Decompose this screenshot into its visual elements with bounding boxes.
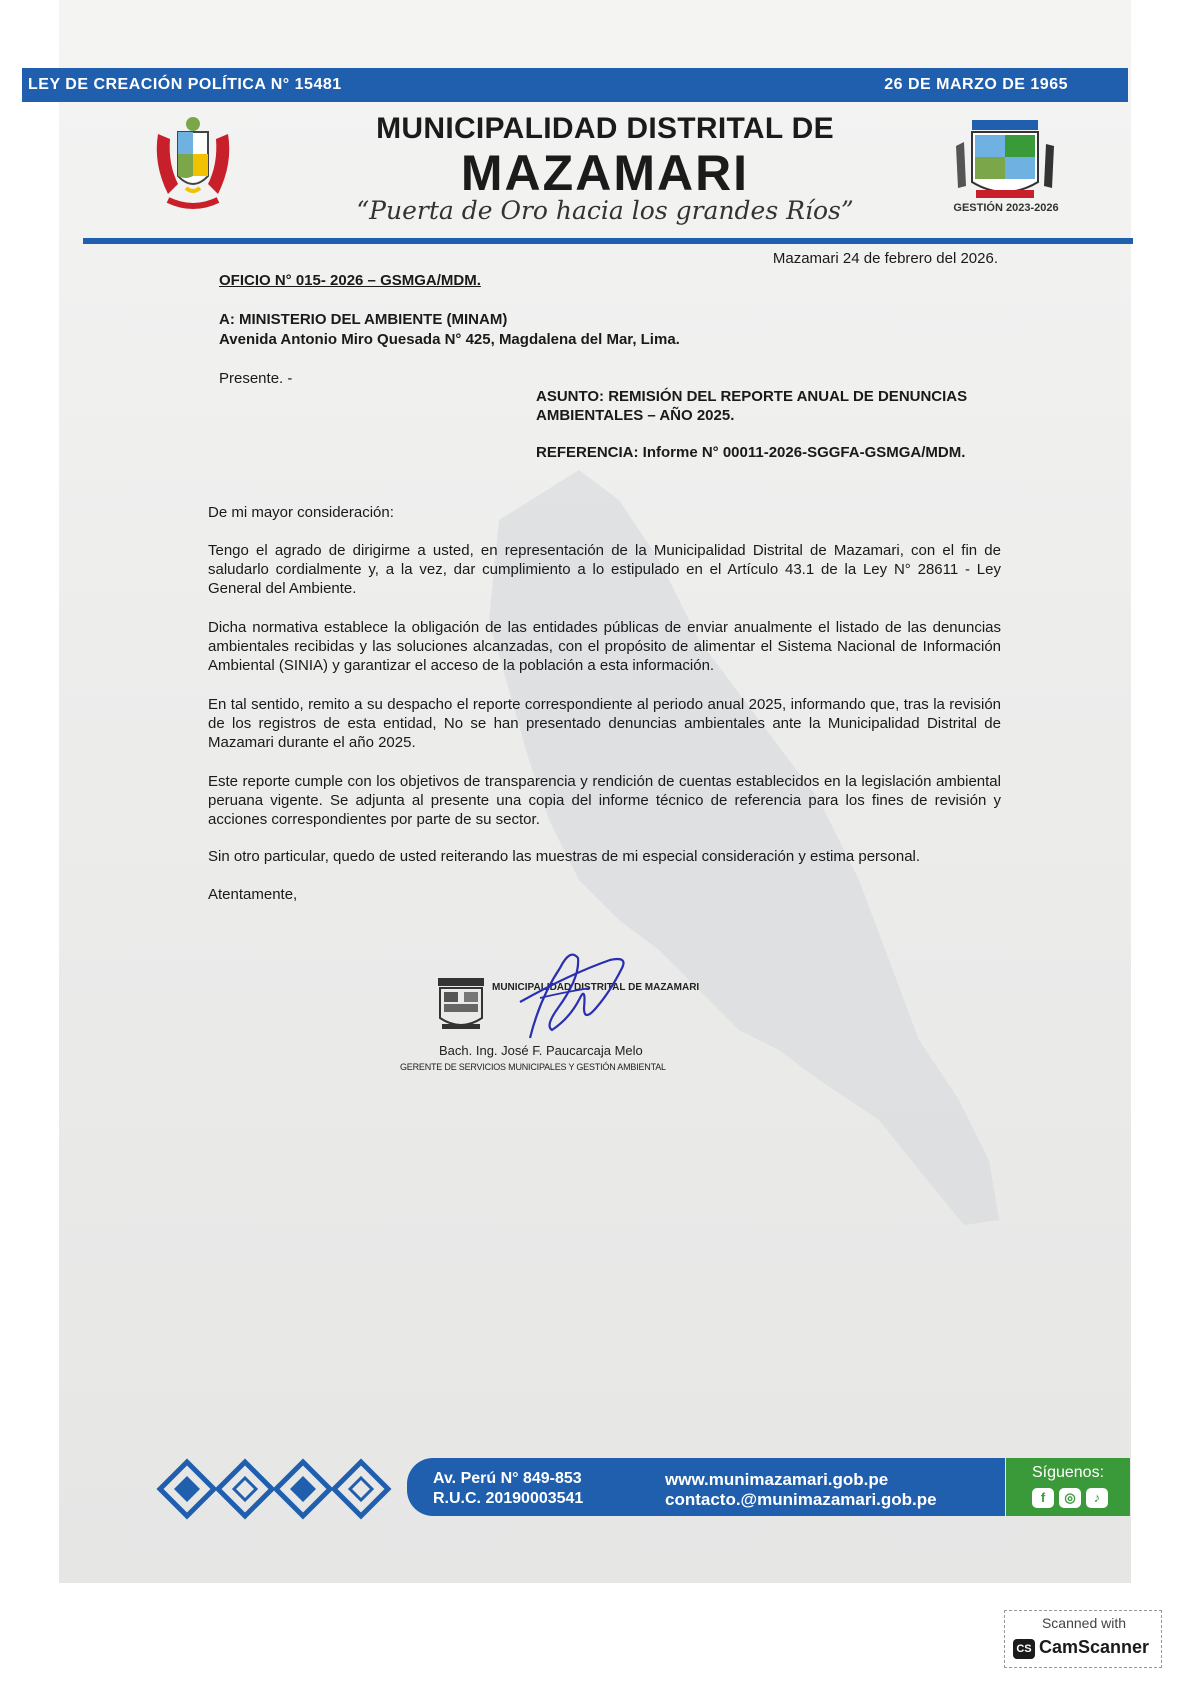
presente-line: Presente. - [219, 370, 293, 387]
peru-coat-of-arms-icon [148, 114, 238, 216]
camscanner-badge [1004, 1610, 1162, 1668]
footer-contact-band [407, 1458, 1005, 1516]
footer-ruc: R.U.C. 20190003541 [433, 1490, 584, 1507]
signer-role: GERENTE DE SERVICIOS MUNICIPALES Y GESTIÓN AMBIENTAL [400, 1062, 666, 1072]
body-paragraph: Dicha normativa establece la obligación de las entidades públicas de enviar anualmente el listado de las denuncias ambientales recibidas y las soluciones alcanzadas, con el propósito de alimentar el Sistema Nacional de Información Ambiental (SINIA) y garantizar el acceso de la población a esta información. [208, 619, 1001, 674]
signer-name: Bach. Ing. José F. Paucarcaja Melo [439, 1043, 643, 1058]
letter-date: Mazamari 24 de febrero del 2026. [772, 250, 998, 267]
administration-period: GESTIÓN 2023-2026 [953, 202, 1059, 214]
footer-email: contacto.@munimazamari.gob.pe [665, 1490, 937, 1509]
oficio-number: OFICIO N° 015- 2026 – GSMGA/MDM. [219, 272, 481, 289]
stamp-title: MUNICIPALIDAD DISTRITAL DE MAZAMARI [492, 982, 700, 993]
social-label: Síguenos: [1031, 1464, 1105, 1481]
instagram-icon: ◎ [1059, 1488, 1081, 1508]
camscanner-name: CamScanner [1039, 1637, 1150, 1657]
body-paragraph: Este reporte cumple con los objetivos de transparencia y rendición de cuentas establecidos en la legislación ambiental peruana vigente. Se adjunta al presente una copia del informe técnico de referencia para los fines de revisión y acciones correspondientes por parte de su sector. [208, 773, 1001, 828]
camscanner-logo-icon: CS [1013, 1639, 1035, 1659]
facebook-icon: f [1032, 1488, 1054, 1508]
closing-line: Sin otro particular, quedo de usted reiterando las muestras de mi especial consideración y estima personal. [208, 848, 921, 865]
footer-diamond-pattern-icon [156, 1458, 396, 1520]
municipality-title: MUNICIPALIDAD DISTRITAL DE [376, 112, 834, 145]
handwritten-signature [500, 938, 640, 1048]
body-paragraph: En tal sentido, remito a su despacho el reporte correspondiente al periodo anual 2025, informando que, tras la revisión de los registros de esta entidad, No se han presentado denuncias ambientales ante la Municipalidad Distrital de Mazamari durante el año 2025. [208, 696, 1001, 751]
addressee-address: Avenida Antonio Miro Quesada N° 425, Magdalena del Mar, Lima. [219, 331, 680, 348]
municipality-name: MAZAMARI [460, 145, 750, 201]
addressee: A: MINISTERIO DEL AMBIENTE (MINAM) [219, 311, 508, 328]
footer-address: Av. Perú N° 849-853 [433, 1470, 582, 1487]
footer-website: www.munimazamari.gob.pe [665, 1470, 889, 1489]
municipality-motto: “Puerta de Oro hacia los grandes Ríos” [356, 196, 854, 225]
header-divider [83, 238, 1133, 244]
farewell: Atentamente, [208, 886, 298, 903]
body-paragraph: Tengo el agrado de dirigirme a usted, en representación de la Municipalidad Distrital de Mazamari, con el fin de saludarlo cordialmente y, a la vez, dar cumplimiento a lo estipulado en el Artículo 43.1 de la Ley N° 28611 - Ley General del Ambiente. [208, 542, 1001, 597]
scanned-with-label: Scanned with [1041, 1615, 1127, 1631]
salutation: De mi mayor consideración: [208, 504, 394, 521]
header-band [22, 68, 1128, 102]
creation-law: LEY DE CREACIÓN POLÍTICA N° 15481 [28, 76, 342, 93]
subject-line: ASUNTO: REMISIÓN DEL REPORTE ANUAL DE DENUNCIAS AMBIENTALES – AÑO 2025. [536, 388, 968, 424]
reference-line: REFERENCIA: Informe N° 00011-2026-SGGFA-GSMGA/MDM. [536, 444, 966, 461]
municipal-stamp-icon [434, 976, 488, 1034]
tiktok-icon: ♪ [1086, 1488, 1108, 1508]
social-box [1006, 1458, 1130, 1516]
founding-date: 26 DE MARZO DE 1965 [884, 76, 1068, 93]
